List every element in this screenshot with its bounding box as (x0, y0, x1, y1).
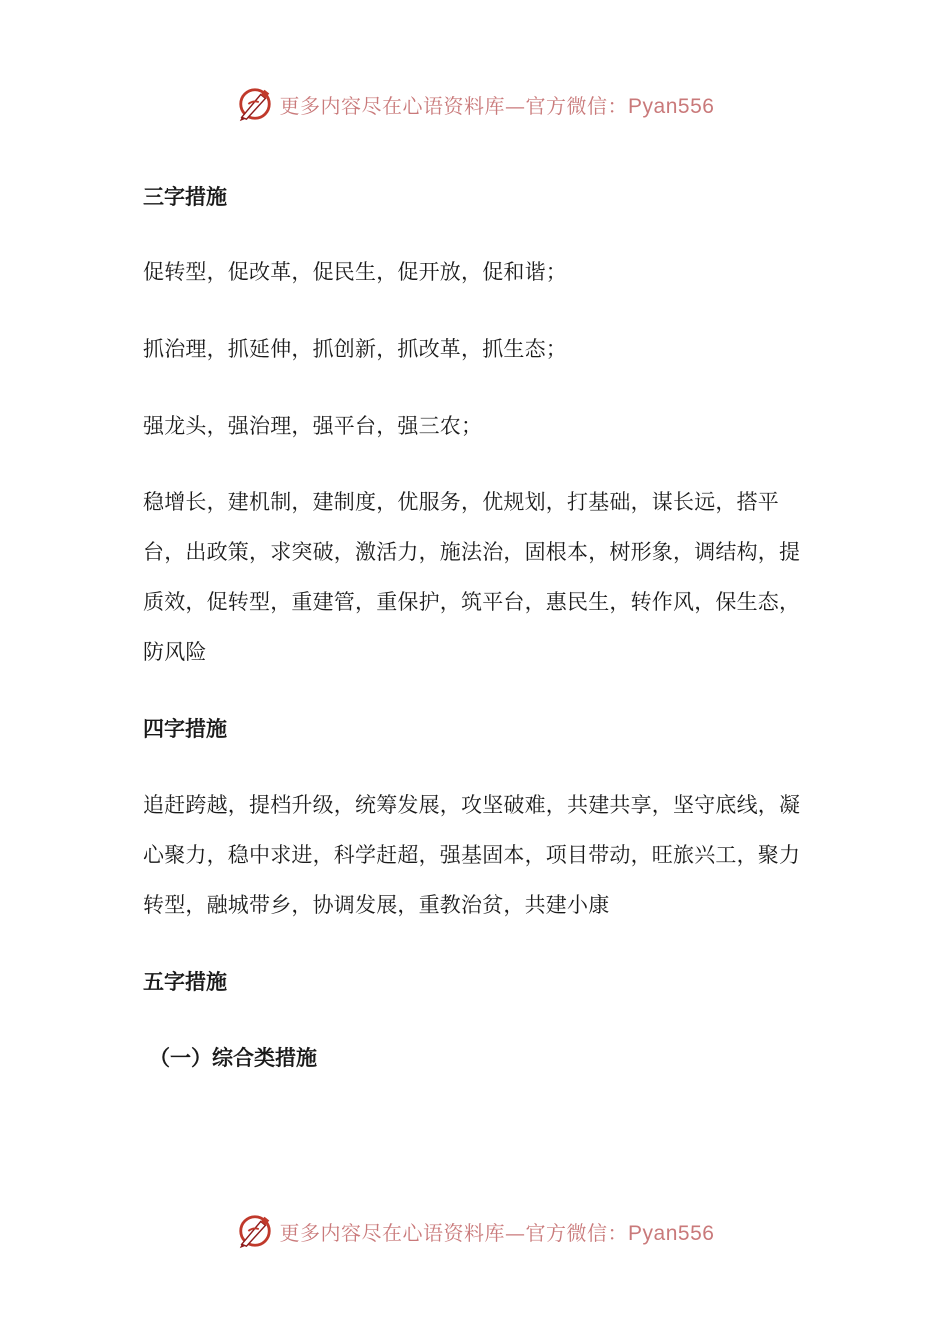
pen-logo-icon (236, 1212, 274, 1250)
watermark-text: 更多内容尽在心语资料库—官方微信： (279, 93, 629, 118)
paragraph-three-char-4: 稳增长，建机制，建制度，优服务，优规划，打基础，谋长远，搭平台，出政策，求突破，激活力，施法治，固根本，树形象，调结构，提质效，促转型，重建管，重保护，筑平台，惠民生，转作风，保生态，防风险 (143, 490, 801, 664)
paragraph-four-char-1: 追赶跨越，提档升级，统筹发展，攻坚破难，共建共享，坚守底线，凝心聚力，稳中求进，科学赶超，强基固本，项目带动，旺旅兴工，聚力转型，融城带乡，协调发展，重教治贫，共建小康 (143, 793, 801, 917)
heading-five-char: 五字措施 (143, 970, 227, 994)
paragraph-three-char-1: 促转型，促改革，促民生，促开放，促和谐； (143, 260, 567, 284)
pen-logo-icon (236, 85, 274, 123)
paragraph-three-char-3: 强龙头，强治理，强平台，强三农； (143, 414, 483, 438)
watermark-handle: Pyan556 (628, 94, 715, 118)
watermark-handle: Pyan556 (628, 1221, 715, 1245)
heading-four-char: 四字措施 (143, 717, 227, 741)
heading-three-char: 三字措施 (143, 185, 227, 209)
watermark-text: 更多内容尽在心语资料库—官方微信： (279, 1220, 629, 1245)
paragraph-three-char-2: 抓治理，抓延伸，抓创新，抓改革，抓生态； (143, 337, 567, 361)
subheading-comprehensive: （一）综合类措施 (149, 1046, 317, 1070)
watermark-banner-bottom (0, 1209, 950, 1253)
watermark-banner-top (0, 82, 950, 126)
